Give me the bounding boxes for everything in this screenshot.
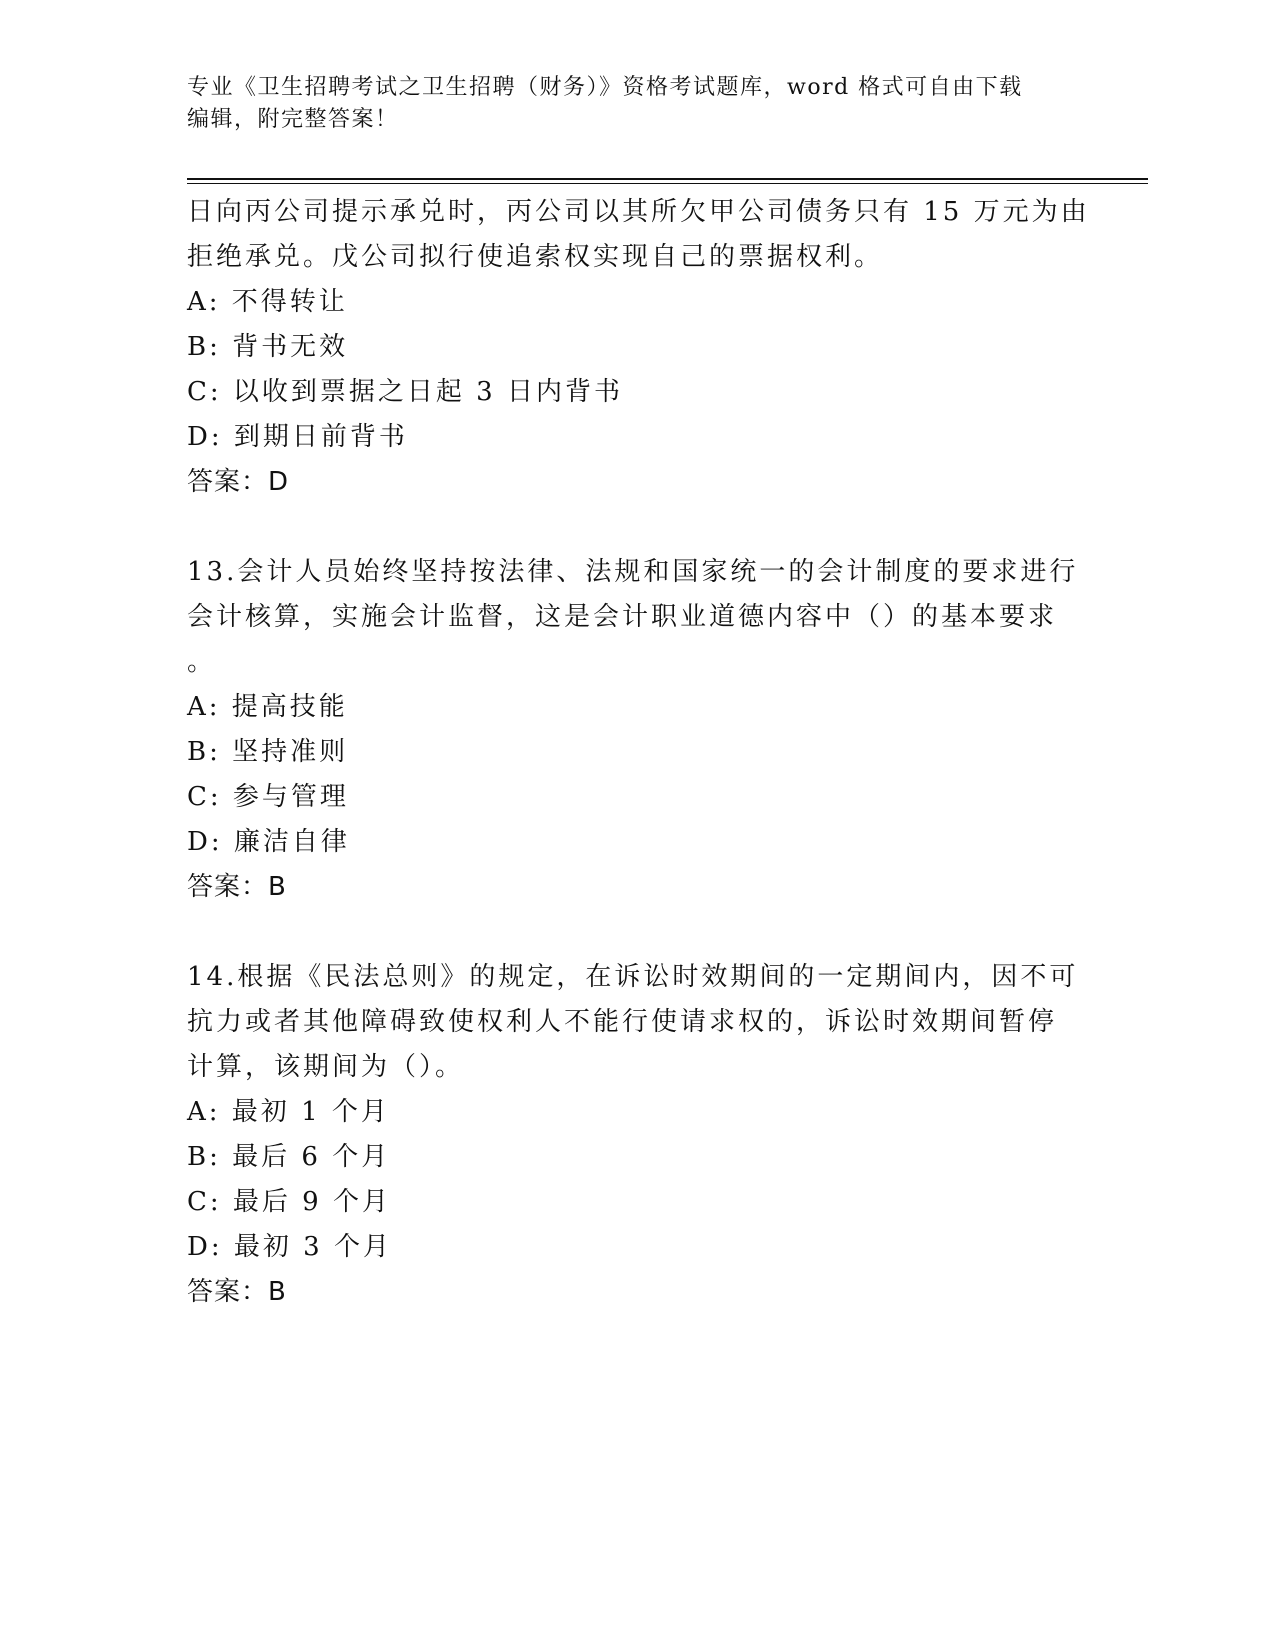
question-text-line: 计算，该期间为（）。 bbox=[187, 1052, 465, 1082]
question-block-13 bbox=[187, 550, 1087, 910]
option-d: D: 最初 3 个月 bbox=[187, 1232, 392, 1262]
header-divider-thick bbox=[187, 178, 1148, 180]
document-body bbox=[187, 190, 1090, 1315]
question-block-12-continued bbox=[187, 190, 1090, 505]
option-d: D: 廉洁自律 bbox=[187, 827, 350, 857]
option-a: A: 最初 1 个月 bbox=[187, 1097, 390, 1127]
option-b: B: 最后 6 个月 bbox=[187, 1142, 391, 1172]
option-c: C: 最后 9 个月 bbox=[187, 1187, 391, 1217]
question-text-line: 13.会计人员始终坚持按法律、法规和国家统一的会计制度的要求进行 bbox=[187, 557, 1079, 587]
option-d: D: 到期日前背书 bbox=[187, 422, 408, 452]
question-text-line: 日向丙公司提示承兑时，丙公司以其所欠甲公司债务只有 15 万元为由 bbox=[187, 197, 1090, 227]
question-text-line: 。 bbox=[187, 647, 217, 677]
option-b: B: 坚持准则 bbox=[187, 737, 349, 767]
option-b: B: 背书无效 bbox=[187, 332, 349, 362]
answer-line: 答案：B bbox=[187, 1277, 287, 1307]
option-c: C: 参与管理 bbox=[187, 782, 349, 812]
option-a: A: 提高技能 bbox=[187, 692, 348, 722]
question-text-line: 14.根据《民法总则》的规定，在诉讼时效期间的一定期间内，因不可 bbox=[187, 962, 1079, 992]
question-text-line: 抗力或者其他障碍致使权利人不能行使请求权的，诉讼时效期间暂停 bbox=[187, 1007, 1058, 1037]
header-line-1: 专业《卫生招聘考试之卫生招聘（财务）》资格考试题库，word 格式可自由下载 bbox=[187, 75, 1023, 100]
answer-line: 答案：D bbox=[187, 467, 290, 497]
question-block-14 bbox=[187, 955, 1087, 1315]
header-divider-thin bbox=[187, 183, 1148, 184]
document-header bbox=[187, 72, 1067, 136]
answer-line: 答案：B bbox=[187, 872, 287, 902]
question-text-line: 会计核算，实施会计监督，这是会计职业道德内容中（）的基本要求 bbox=[187, 602, 1058, 632]
option-a: A: 不得转让 bbox=[187, 287, 348, 317]
header-line-2: 编辑，附完整答案！ bbox=[187, 107, 399, 132]
question-text-line: 拒绝承兑。戊公司拟行使追索权实现自己的票据权利。 bbox=[187, 242, 884, 272]
option-c: C: 以收到票据之日起 3 日内背书 bbox=[187, 377, 623, 407]
